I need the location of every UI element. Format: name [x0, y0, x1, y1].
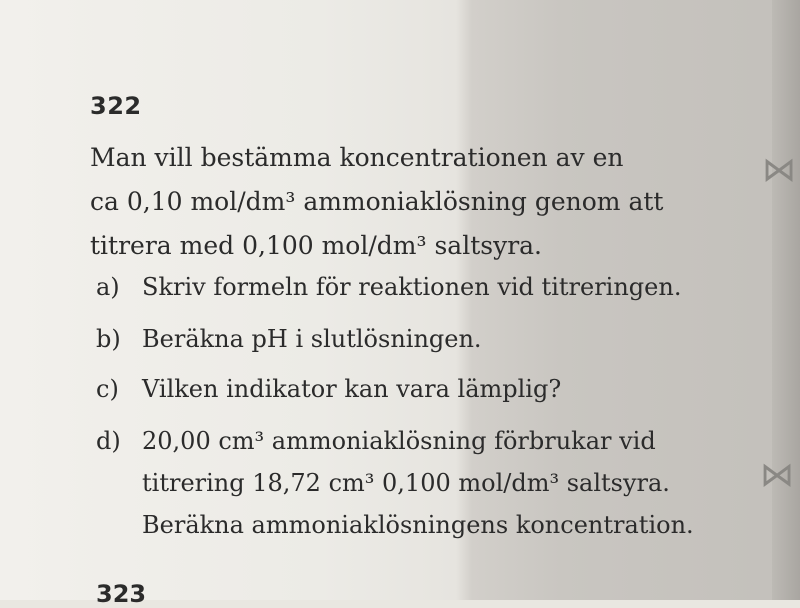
question-text: Beräkna pH i slutlösningen. — [142, 325, 482, 353]
next-problem-number: 323 — [96, 580, 147, 608]
intro-line: Man vill bestämma koncentrationen av en — [90, 143, 624, 172]
question-c — [96, 368, 756, 410]
problem-number: 322 — [90, 92, 142, 120]
problem-intro — [90, 136, 730, 268]
question-label: a) — [96, 273, 120, 301]
question-d — [96, 420, 756, 546]
question-text: Vilken indikator kan vara lämplig? — [142, 375, 562, 403]
question-label: d) — [96, 427, 121, 455]
margin-pencil-mark-icon: ⋈ — [760, 455, 794, 495]
intro-line: ca 0,10 mol/dm³ ammoniaklösning genom att — [90, 187, 664, 216]
book-spine-shadow — [772, 0, 800, 600]
question-text: Skriv formeln för reaktionen vid titreringen. — [142, 273, 682, 301]
margin-pencil-mark-icon: ⋈ — [762, 150, 796, 190]
question-label: c) — [96, 375, 119, 403]
question-label: b) — [96, 325, 121, 353]
question-text: Beräkna ammoniaklösningens koncentration. — [142, 511, 694, 539]
intro-line: titrera med 0,100 mol/dm³ saltsyra. — [90, 231, 542, 260]
question-text: 20,00 cm³ ammoniaklösning förbrukar vid — [142, 427, 656, 455]
question-b — [96, 318, 756, 360]
question-a — [96, 266, 756, 308]
question-text: titrering 18,72 cm³ 0,100 mol/dm³ saltsyra. — [142, 469, 670, 497]
